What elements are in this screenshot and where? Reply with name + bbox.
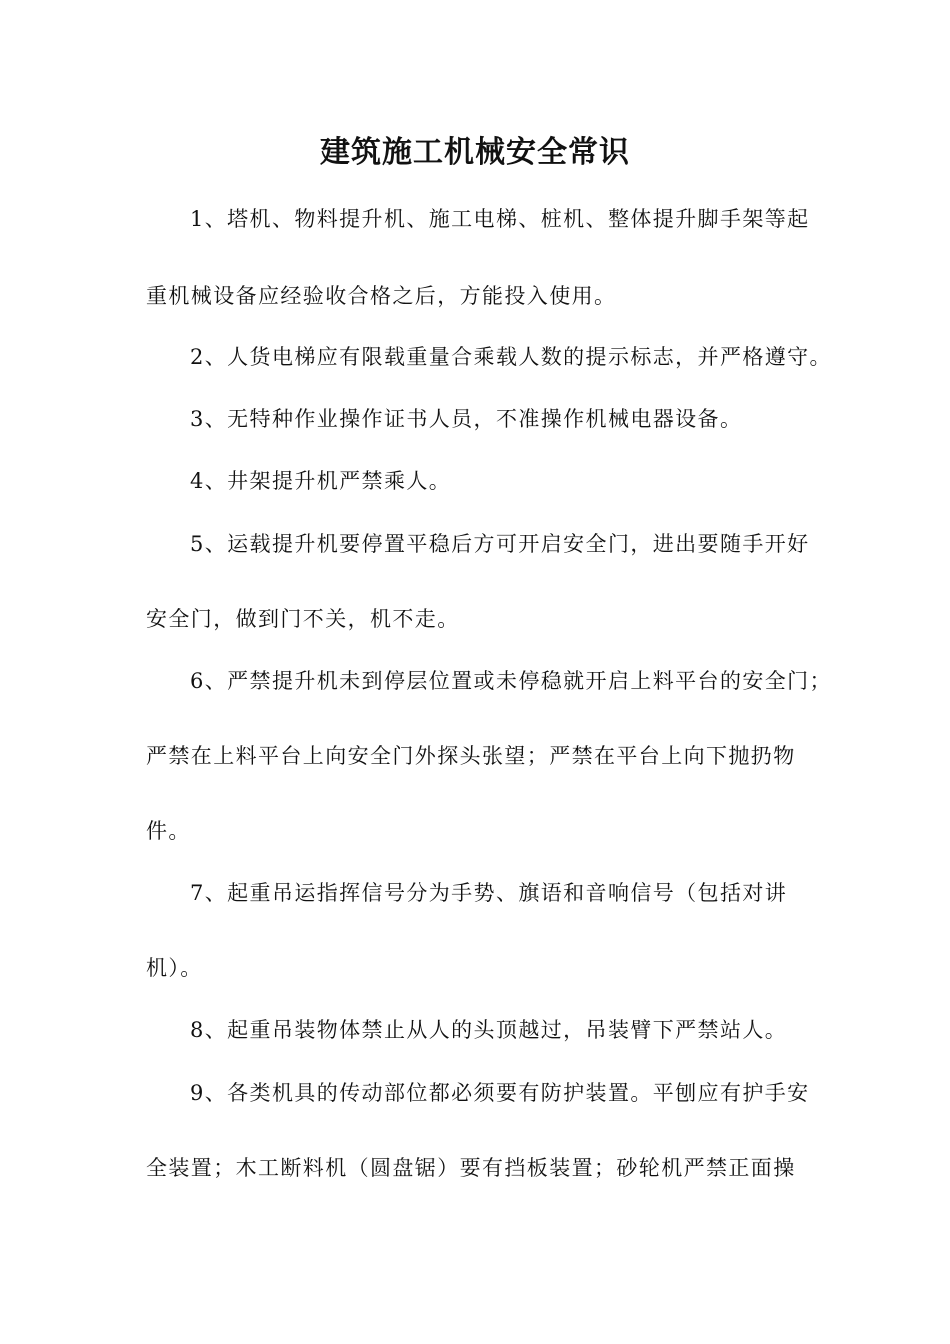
paragraph-9-line-2: 全装置；木工断料机（圆盘锯）要有挡板装置；砂轮机严禁正面操 [146,1156,796,1180]
paragraph-7-line-1: 7、起重吊运指挥信号分为手势、旗语和音响信号（包括对讲 [190,881,788,905]
paragraph-1-line-1: 1、塔机、物料提升机、施工电梯、桩机、整体提升脚手架等起 [190,207,810,231]
paragraph-9-line-1: 9、各类机具的传动部位都必须要有防护装置。平刨应有护手安 [190,1081,810,1105]
paragraph-1-line-2: 重机械设备应经验收合格之后，方能投入使用。 [146,284,617,308]
paragraph-4-line-1: 4、井架提升机严禁乘人。 [190,469,452,493]
paragraph-6-line-3: 件。 [146,819,191,843]
paragraph-5-line-2: 安全门，做到门不关，机不走。 [146,607,460,631]
paragraph-7-line-2: 机）。 [146,956,203,980]
paragraph-5-line-1: 5、运载提升机要停置平稳后方可开启安全门，进出要随手开好 [190,532,810,556]
paragraph-2-line-1: 2、人货电梯应有限载重量合乘载人数的提示标志，并严格遵守。 [190,345,832,369]
paragraph-6-line-1: 6、严禁提升机未到停层位置或未停稳就开启上料平台的安全门； [190,669,832,693]
document-title: 建筑施工机械安全常识 [320,135,630,170]
paragraph-3-line-1: 3、无特种作业操作证书人员，不准操作机械电器设备。 [190,407,743,431]
paragraph-8-line-1: 8、起重吊装物体禁止从人的头顶越过，吊装臂下严禁站人。 [190,1018,788,1042]
paragraph-6-line-2: 严禁在上料平台上向安全门外探头张望；严禁在平台上向下抛扔物 [146,744,796,768]
